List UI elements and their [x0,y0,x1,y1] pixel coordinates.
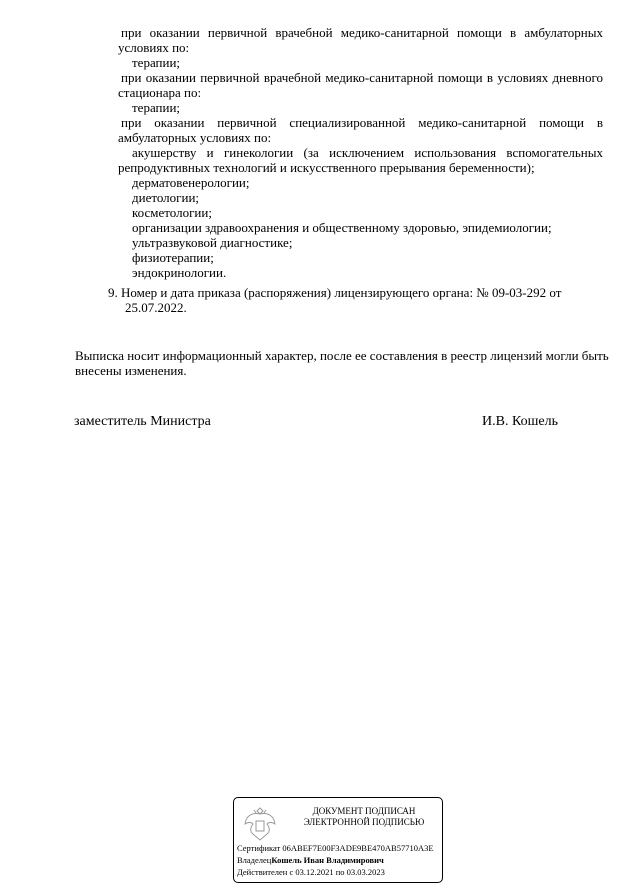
text-line: физиотерапии; [132,250,214,265]
stamp-title: ДОКУМЕНТ ПОДПИСАН ЭЛЕКТРОННОЙ ПОДПИСЬЮ [303,806,425,827]
owner-line: ВладелецКошель Иван Владимирович [237,855,384,865]
text-line: амбулаторных условиях по: [118,130,272,145]
text-line: условиях по: [118,40,190,55]
text-line: эндокринологии. [132,265,227,280]
signer-position: заместитель Министра [74,414,211,429]
text-line: при оказании первичной специализированной медико-санитарной помощи в [121,115,603,130]
text-line: диетологии; [132,190,200,205]
text-line: терапии; [132,55,181,70]
signer-name: И.В. Кошель [482,414,558,429]
text-line: косметологии; [132,205,212,220]
text-line: терапии; [132,100,181,115]
validity-line: Действителен с 03.12.2021 по 03.03.2023 [237,867,385,877]
order-number-line: 9. Номер и дата приказа (распоряжения) лицензирующего органа: № 09-03-292 от [108,285,562,300]
certificate-line: Сертификат 06ABEF7E00F3ADE9BE470AB57710A3E [237,843,434,853]
text-line: организации здравоохранения и общественному здоровью, эпидемиологии; [132,220,552,235]
order-date-line: 25.07.2022. [125,300,187,315]
e-signature-stamp [233,797,443,883]
text-line: дерматовенерологии; [132,175,250,190]
text-line: акушерству и гинекологии (за исключением использования вспомогательных [132,145,603,160]
notice-line: Выписка носит информационный характер, после ее составления в реестр лицензий могли быть [75,348,609,363]
text-line: репродуктивных технологий и искусственного прерывания беременности); [118,160,535,175]
text-line: ультразвуковой диагностике; [132,235,293,250]
coat-of-arms-icon [242,804,278,844]
text-line: при оказании первичной врачебной медико-санитарной помощи в условиях дневного [121,70,603,85]
text-line: стационара по: [118,85,202,100]
notice-line: внесены изменения. [75,363,187,378]
text-line: при оказании первичной врачебной медико-санитарной помощи в амбулаторных [121,25,603,40]
